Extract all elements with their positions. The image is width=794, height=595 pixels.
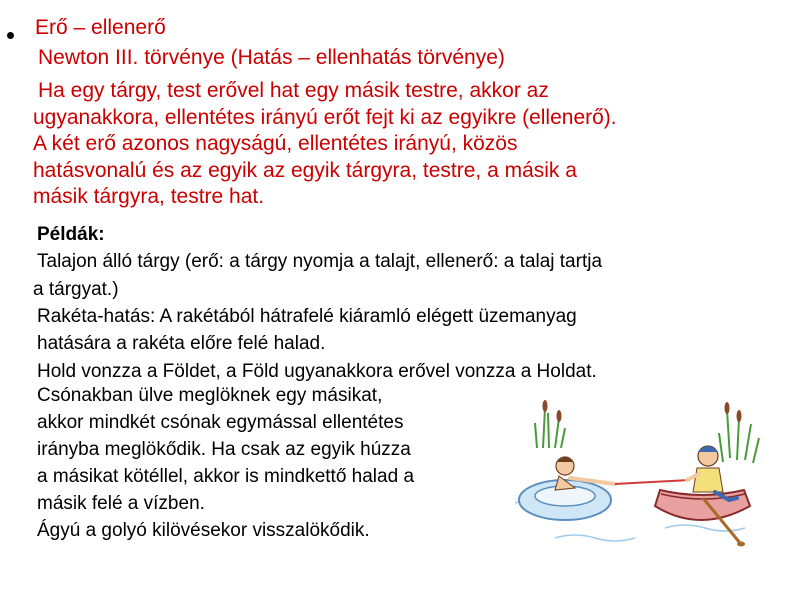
bullet-icon xyxy=(7,32,14,39)
example-line: hatására a rakéta előre felé halad. xyxy=(37,333,326,354)
page-title: Erő – ellenerő xyxy=(35,16,166,39)
example-line: Ágyú a golyó kilövésekor visszalökődik. xyxy=(37,520,370,541)
example-line: Csónakban ülve meglöknek egy másikat, xyxy=(37,385,383,406)
law-line: másik tárgyra, testre hat. xyxy=(33,185,265,208)
law-line: Ha egy tárgy, test erővel hat egy másik testre, akkor az xyxy=(38,79,549,102)
law-line: ugyanakkora, ellentétes irányú erőt fejt ki az egyikre (ellenerő). xyxy=(33,105,617,129)
example-line: irányba meglökődik. Ha csak az egyik húzza xyxy=(37,439,411,460)
examples-heading: Példák: xyxy=(37,224,105,245)
example-line: Hold vonzza a Földet, a Föld ugyanakkora erővel vonzza a Holdat. xyxy=(37,361,597,382)
example-line: Talajon álló tárgy (erő: a tárgy nyomja a talajt, ellenerő: a talaj tartja xyxy=(37,251,603,272)
example-line: a tárgyat.) xyxy=(33,279,119,300)
law-text xyxy=(33,78,788,211)
boat-illustration xyxy=(515,388,765,548)
example-line: Rakéta-hatás: A rakétából hátrafelé kiáramló elégett üzemanyag xyxy=(37,306,577,327)
example-line: akkor mindkét csónak egymással ellentétes xyxy=(37,412,404,433)
page-subtitle: Newton III. törvénye (Hatás – ellenhatás törvénye) xyxy=(38,46,505,69)
law-line: hatásvonalú és az egyik az egyik tárgyra, testre, a másik a xyxy=(33,158,577,182)
law-line: A két erő azonos nagyságú, ellentétes irányú, közös xyxy=(33,132,518,155)
example-line: másik felé a vízben. xyxy=(37,493,205,514)
example-line: a másikat kötéllel, akkor is mindkettő halad a xyxy=(37,466,415,487)
